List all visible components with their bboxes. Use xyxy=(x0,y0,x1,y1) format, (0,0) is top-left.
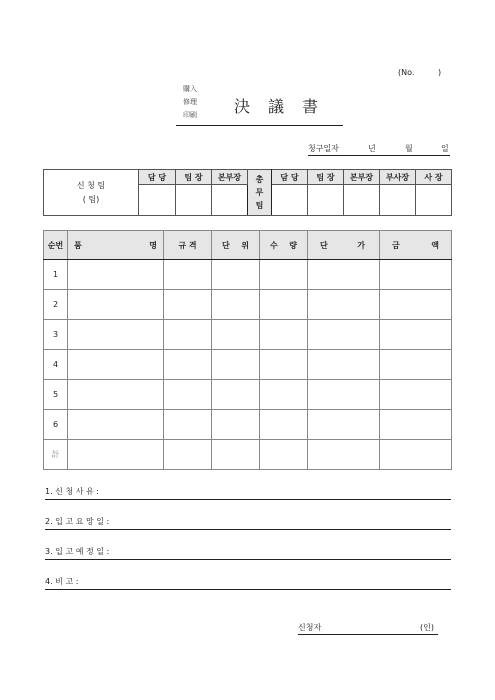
reason-label: 1. 신 청 사 유 : xyxy=(45,487,99,496)
col-amount xyxy=(380,231,452,260)
cell[interactable] xyxy=(164,260,212,290)
total-row xyxy=(44,440,452,470)
col-price-a: 단 xyxy=(320,240,328,250)
cell[interactable] xyxy=(260,260,308,290)
general-col-president: 사 장 xyxy=(416,170,452,185)
sign-box[interactable] xyxy=(176,185,212,216)
cell[interactable] xyxy=(380,440,452,470)
cell[interactable] xyxy=(260,350,308,380)
cell[interactable] xyxy=(68,320,164,350)
col-unit-b: 위 xyxy=(241,240,249,250)
cell[interactable] xyxy=(308,380,380,410)
table-row xyxy=(44,260,452,290)
cell[interactable] xyxy=(164,320,212,350)
document-number xyxy=(398,68,442,77)
applicant-col-staff: 담 당 xyxy=(139,170,176,185)
applicant-col-team-lead: 팀 장 xyxy=(176,170,212,185)
request-date-month: 월 xyxy=(405,144,413,153)
cell[interactable] xyxy=(380,350,452,380)
remarks-label: 4. 비 고 : xyxy=(45,577,79,586)
col-item-a: 품 xyxy=(74,240,82,250)
cell[interactable] xyxy=(308,290,380,320)
table-row xyxy=(44,320,452,350)
applicant-team-label: 신 청 팀 xyxy=(76,180,106,190)
row-number: 5 xyxy=(44,380,68,410)
cell[interactable] xyxy=(212,350,260,380)
cell[interactable] xyxy=(212,290,260,320)
cell[interactable] xyxy=(164,410,212,440)
col-amount-b: 액 xyxy=(431,240,439,250)
applicant-team-blank: ( 팀) xyxy=(82,194,100,204)
cell[interactable] xyxy=(68,410,164,440)
purpose-options xyxy=(183,83,213,122)
scheduled-date-label: 3. 입 고 예 정 일 : xyxy=(45,547,110,556)
title-underline xyxy=(176,125,343,126)
cell[interactable] xyxy=(380,290,452,320)
document-number-close: ) xyxy=(438,68,442,77)
col-price xyxy=(308,231,380,260)
items-table xyxy=(43,230,452,470)
items-header-row xyxy=(44,231,452,260)
table-row xyxy=(44,410,452,440)
col-spec: 규 격 xyxy=(164,231,212,260)
cell[interactable] xyxy=(380,320,452,350)
general-col-staff: 담 당 xyxy=(272,170,308,185)
table-row xyxy=(44,350,452,380)
sign-box[interactable] xyxy=(212,185,248,216)
col-item-b: 명 xyxy=(149,240,157,250)
cell[interactable] xyxy=(260,440,308,470)
cell[interactable] xyxy=(212,320,260,350)
cell[interactable] xyxy=(380,380,452,410)
sign-box[interactable] xyxy=(308,185,344,216)
purpose-repair: 修理 xyxy=(183,98,197,106)
col-unit xyxy=(212,231,260,260)
cell[interactable] xyxy=(68,290,164,320)
cell[interactable] xyxy=(308,350,380,380)
sign-box[interactable] xyxy=(416,185,452,216)
applicant-team-cell xyxy=(44,170,139,216)
col-unit-a: 단 xyxy=(222,240,230,250)
request-date-day: 일 xyxy=(441,144,449,153)
cell[interactable] xyxy=(380,260,452,290)
general-affairs-char-3: 팀 xyxy=(255,201,264,210)
general-col-team-lead: 팀 장 xyxy=(308,170,344,185)
row-number: 6 xyxy=(44,410,68,440)
purpose-print: 印刷 xyxy=(183,111,197,119)
general-affairs-char-2: 무 xyxy=(255,188,264,197)
col-seq: 순번 xyxy=(44,231,68,260)
cell[interactable] xyxy=(68,440,164,470)
col-item xyxy=(68,231,164,260)
col-qty-a: 수 xyxy=(270,240,278,250)
remarks-field[interactable] xyxy=(45,576,451,590)
sign-box[interactable] xyxy=(380,185,416,216)
cell[interactable] xyxy=(260,410,308,440)
seal-label: (인) xyxy=(420,623,434,632)
general-affairs-char-1: 총 xyxy=(255,175,264,184)
row-number: 3 xyxy=(44,320,68,350)
row-number: 1 xyxy=(44,260,68,290)
desired-date-label: 2. 입 고 요 망 일 : xyxy=(45,517,110,526)
col-price-b: 가 xyxy=(357,240,365,250)
scheduled-date-field[interactable] xyxy=(45,546,451,560)
request-date-field[interactable] xyxy=(308,143,450,156)
applicant-col-director: 본부장 xyxy=(212,170,248,185)
cell[interactable] xyxy=(68,260,164,290)
approval-table xyxy=(43,169,452,216)
general-affairs-label xyxy=(248,170,272,216)
cell[interactable] xyxy=(212,410,260,440)
cell[interactable] xyxy=(68,380,164,410)
reason-field[interactable] xyxy=(45,486,451,500)
request-date-year: 년 xyxy=(368,144,376,153)
general-col-vice-president: 부사장 xyxy=(380,170,416,185)
cell[interactable] xyxy=(308,440,380,470)
cell[interactable] xyxy=(164,440,212,470)
cell[interactable] xyxy=(164,380,212,410)
desired-date-field[interactable] xyxy=(45,516,451,530)
page-title: 決議書 xyxy=(234,97,337,116)
cell[interactable] xyxy=(260,290,308,320)
cell[interactable] xyxy=(164,290,212,320)
purpose-purchase: 購入 xyxy=(183,85,197,93)
col-amount-a: 금 xyxy=(392,240,400,250)
cell[interactable] xyxy=(164,350,212,380)
cell[interactable] xyxy=(212,440,260,470)
request-date-label: 청구일자 xyxy=(308,144,339,153)
col-qty-b: 량 xyxy=(289,240,297,250)
sign-box[interactable] xyxy=(272,185,308,216)
cell[interactable] xyxy=(212,260,260,290)
row-number: 2 xyxy=(44,290,68,320)
cell[interactable] xyxy=(308,320,380,350)
general-col-director: 본부장 xyxy=(344,170,380,185)
sign-box[interactable] xyxy=(139,185,176,216)
row-number: 4 xyxy=(44,350,68,380)
cell[interactable] xyxy=(308,410,380,440)
cell[interactable] xyxy=(68,350,164,380)
applicant-signature-field[interactable] xyxy=(298,622,438,635)
cell[interactable] xyxy=(380,410,452,440)
table-row xyxy=(44,290,452,320)
cell[interactable] xyxy=(260,380,308,410)
applicant-label: 신청자 xyxy=(298,623,322,632)
cell[interactable] xyxy=(212,380,260,410)
sign-box[interactable] xyxy=(344,185,380,216)
document-number-label: (No. xyxy=(398,68,415,77)
col-qty xyxy=(260,231,308,260)
cell[interactable] xyxy=(260,320,308,350)
table-row xyxy=(44,380,452,410)
total-label: 計 xyxy=(44,440,68,470)
cell[interactable] xyxy=(308,260,380,290)
